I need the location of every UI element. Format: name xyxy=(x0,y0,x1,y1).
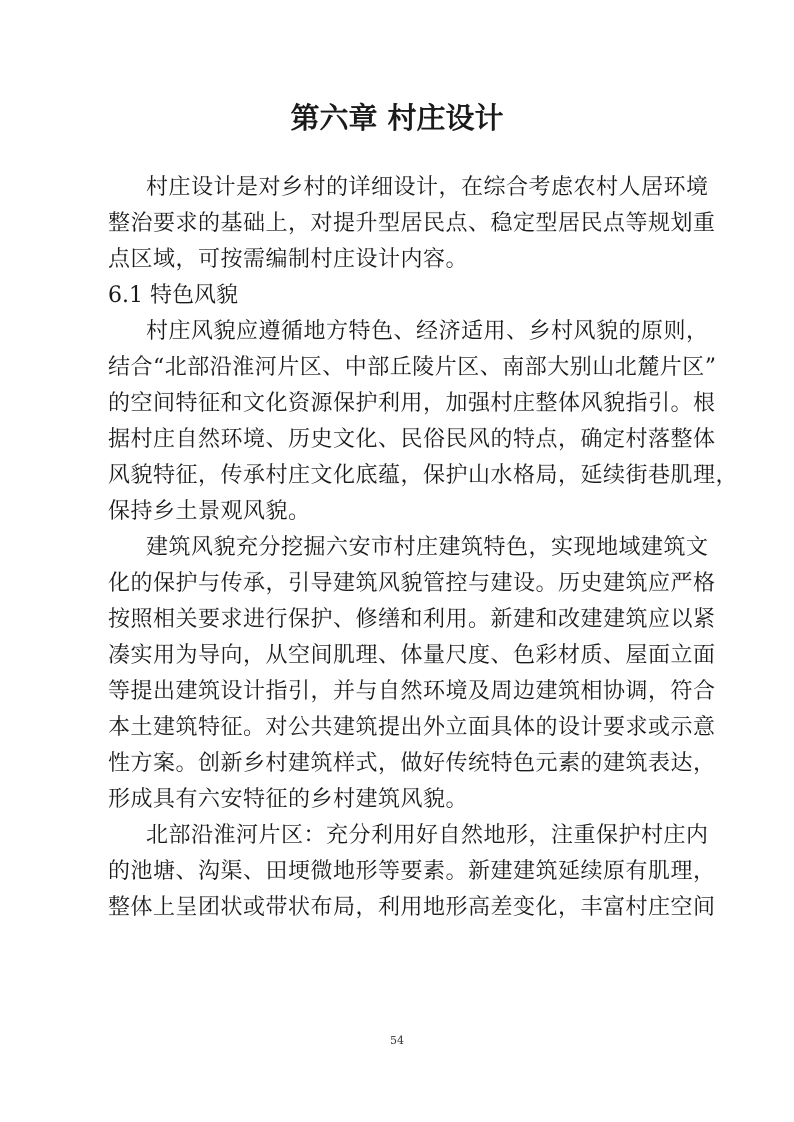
paragraph-line: 北部沿淮河片区：充分利用好自然地形，注重保护村庄内 xyxy=(146,823,709,848)
paragraph-line: 保持乡土景观风貌。 xyxy=(108,499,311,524)
paragraph-line: 整体上呈团状或带状布局，利用地形高差变化，丰富村庄空间 xyxy=(108,895,716,920)
paragraph-line: 化的保护与传承，引导建筑风貌管控与建设。历史建筑应严格 xyxy=(108,571,716,596)
page-number: 54 xyxy=(390,1034,404,1047)
paragraph-line: 等提出建筑设计指引，并与自然环境及周边建筑相协调，符合 xyxy=(108,679,716,704)
chapter-title: 第六章 村庄设计 xyxy=(290,101,504,135)
paragraph-line: 凑实用为导向，从空间肌理、体量尺度、色彩材质、屋面立面 xyxy=(108,643,716,668)
paragraph-line: 结合“北部沿淮河片区、中部丘陵片区、南部大别山北麓片区” xyxy=(108,355,717,380)
paragraph-line: 村庄风貌应遵循地方特色、经济适用、乡村风貌的原则， xyxy=(146,319,709,344)
paragraph-line: 点区域，可按需编制村庄设计内容。 xyxy=(108,247,469,272)
paragraph-line: 本土建筑特征。对公共建筑提出外立面具体的设计要求或示意 xyxy=(108,715,716,740)
paragraph-line: 村庄设计是对乡村的详细设计，在综合考虑农村人居环境 xyxy=(146,175,709,200)
paragraph-line: 的池塘、沟渠、田埂微地形等要素。新建建筑延续原有肌理， xyxy=(108,859,716,884)
paragraph-line: 建筑风貌充分挖掘六安市村庄建筑特色，实现地域建筑文 xyxy=(146,535,709,560)
paragraph-line: 按照相关要求进行保护、修缮和利用。新建和改建建筑应以紧 xyxy=(108,607,716,632)
paragraph-line: 风貌特征，传承村庄文化底蕴，保护山水格局，延续街巷肌理， xyxy=(108,463,739,488)
paragraph-line: 整治要求的基础上，对提升型居民点、稳定型居民点等规划重 xyxy=(108,211,716,236)
body-text xyxy=(108,170,739,926)
paragraph-line: 性方案。创新乡村建筑样式，做好传统特色元素的建筑表达， xyxy=(108,751,716,776)
section-heading: 6.1 特色风貌 xyxy=(108,283,238,308)
paragraph-line: 据村庄自然环境、历史文化、民俗民风的特点，确定村落整体 xyxy=(108,427,716,452)
paragraph-line: 的空间特征和文化资源保护利用，加强村庄整体风貌指引。根 xyxy=(108,391,716,416)
paragraph-line: 形成具有六安特征的乡村建筑风貌。 xyxy=(108,787,469,812)
